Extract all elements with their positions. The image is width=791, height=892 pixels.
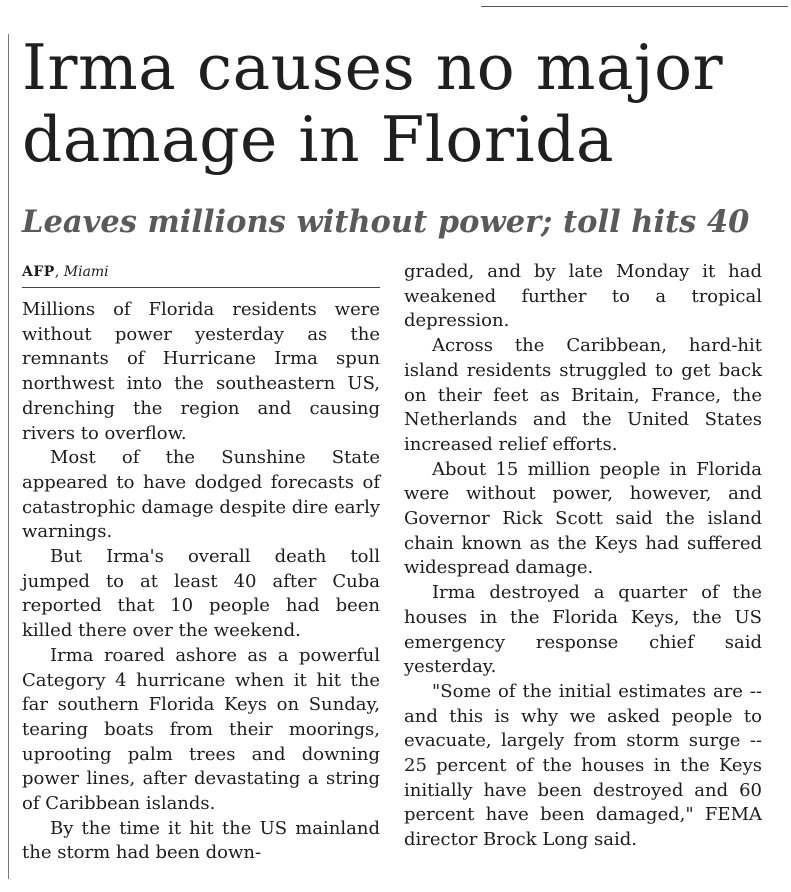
paragraph: By the time it hit the US mainland the storm had been down- bbox=[22, 817, 380, 864]
paragraph: Millions of Florida residents were without power yesterday as the remnants of Hurricane Irma spun northwest into the southeastern US, drenching the region and causing rivers to overflow. bbox=[22, 299, 380, 444]
paragraph: Across the Caribbean, hard-hit island residents struggled to get back on their feet as Britain, France, the Netherlands and the United States increased relief efforts. bbox=[404, 335, 762, 455]
byline-rule bbox=[22, 287, 380, 288]
paragraph: But Irma's overall death toll jumped to at least 40 after Cuba reported that 10 people had been killed there over the weekend. bbox=[22, 546, 380, 642]
subheadline: Leaves millions without power; toll hits 40 bbox=[22, 204, 750, 240]
paragraph: Irma destroyed a quarter of the houses in the Florida Keys, the US emergency response chief said yesterday. bbox=[404, 582, 762, 678]
paragraph: About 15 million people in Florida were without power, however, and Governor Rick Scott said the island chain known as the Keys had suffered widespread damage. bbox=[404, 458, 762, 579]
byline-dateline: Miami bbox=[63, 264, 109, 280]
top-rule bbox=[481, 6, 788, 7]
paragraph: Most of the Sunshine State appeared to have dodged forecasts of catastrophic damage despite dire early warnings. bbox=[22, 447, 380, 543]
right-column bbox=[404, 260, 762, 853]
headline: Irma causes no major damage in Florida bbox=[22, 31, 724, 176]
left-column bbox=[22, 260, 380, 866]
paragraph: graded, and by late Monday it had weakened further to a tropical depression. bbox=[404, 261, 762, 332]
byline bbox=[22, 262, 380, 286]
paragraph: "Some of the initial estimates are -- and this is why we asked people to evacuate, largely from storm surge -- 25 percent of the houses in the Keys initially have been destroyed and 60 percent have been damaged," FEMA director Brock Long said. bbox=[404, 680, 762, 851]
byline-agency: AFP bbox=[22, 264, 55, 280]
paragraph: Irma roared ashore as a powerful Category 4 hurricane when it hit the far southern Florida Keys on Sunday, tearing boats from their moorings, uprooting palm trees and downing power lines, after devastating a string of Caribbean islands. bbox=[22, 644, 380, 815]
byline-separator: , bbox=[54, 264, 60, 280]
left-column-rule bbox=[8, 34, 9, 879]
